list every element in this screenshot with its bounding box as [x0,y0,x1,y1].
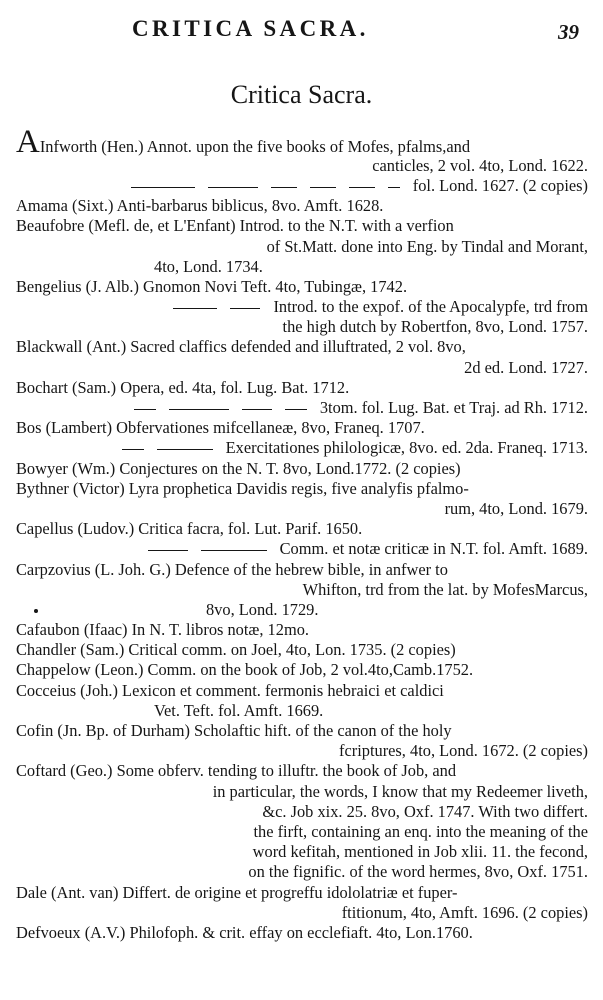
bibliography-entry [16,277,588,297]
entry-line [16,701,588,721]
entry-text: the firft, containing an enq. into the meaning of the [253,821,588,841]
entry-text: &c. Job xix. 25. 8vo, Oxf. 1747. With two differt. [262,801,588,821]
running-head: CRITICA SACRA. [132,16,369,41]
entry-text: fol. Lond. 1627. (2 copies) [412,175,588,195]
entry-line [16,398,588,418]
bibliography-entry [16,479,588,519]
entry-text: Chandler (Sam.) Critical comm. on Joel, 4to, Lon. 1735. (2 copies) [16,640,456,660]
entry-text: Coftard (Geo.) Some obferv. tending to illuftr. the book of Job, and [16,761,457,781]
entry-text: Introd. to the expof. of the Apocalypfe, trd from [273,297,588,317]
entry-text: the high dutch by Robertfon, 8vo, Lond. 1757. [282,317,588,337]
bibliography-entry [16,681,588,721]
entry-text: word kefitah, mentioned in Job xlii. 11. the fecond, [252,842,588,862]
entry-text: on the fignific. of the word hermes, 8vo, Oxf. 1751. [248,862,588,882]
entry-line [16,802,588,822]
entry-line [16,761,588,781]
ditto-rule [173,308,217,309]
entry-text: Cafaubon (Ifaac) In N. T. libros notæ, 12mo. [16,620,309,640]
entry-line [16,883,588,903]
bibliography-entry [16,418,588,438]
entry-text: 4to, Lond. 1734. [154,256,263,276]
entry-text: Bochart (Sam.) Opera, ed. 4ta, fol. Lug. Bat. 1712. [16,377,350,397]
entry-line [16,277,588,297]
entry-line [16,237,588,257]
entry-text: Capellus (Ludov.) Critica facra, fol. Lut. Parif. 1650. [16,519,363,539]
bibliography-entry [16,378,588,398]
entry-line [16,620,588,640]
entry-line [16,640,588,660]
entry-text: of St.Matt. done into Eng. by Tindal and Morant, [266,236,588,256]
entry-line [16,741,588,761]
entry-line [16,862,588,882]
entry-text: Comm. et notæ criticæ in N.T. fol. Amft. 1689. [279,539,588,559]
entry-text: Bythner (Victor) Lyra prophetica Davidis regis, five analyfis pfalmo- [16,478,469,498]
entry-text: 2d ed. Lond. 1727. [464,357,588,377]
entry-line [16,257,588,277]
entry-line [16,681,588,701]
ditto-rule [230,308,260,309]
entry-text: ftitionum, 4to, Amft. 1696. (2 copies) [341,902,588,922]
ditto-rule [201,550,267,551]
bibliography-entry [16,519,588,539]
bibliography-entry [16,124,588,176]
stray-dot-mark [34,609,38,613]
entry-line [16,499,588,519]
bibliography-list [16,124,588,943]
entry-text: Infworth (Hen.) Annot. upon the five books of Mofes, pfalms,and [39,137,471,156]
entry-text: Dale (Ant. van) Differt. de origine et progreffu idololatriæ et fuper- [16,882,458,902]
entry-line [16,560,588,580]
bibliography-entry [16,216,588,277]
entry-text: canticles, 2 vol. 4to, Lond. 1622. [372,155,588,175]
bibliography-entry [16,883,588,923]
entry-line [16,660,588,680]
entry-text: 8vo, Lond. 1729. [206,599,319,619]
bibliography-entry [16,560,588,621]
entry-line [16,782,588,802]
bibliography-entry [16,337,588,377]
entry-text: Bowyer (Wm.) Conjectures on the N. T. 8vo, Lond.1772. (2 copies) [16,458,461,478]
bibliography-entry [16,438,588,458]
bibliography-entry [16,297,588,337]
entry-text: Cocceius (Joh.) Lexicon et comment. fermonis hebraici et caldici [16,680,444,700]
entry-text: Bengelius (J. Alb.) Gnomon Novi Teft. 4to, Tubingæ, 1742. [16,276,408,296]
bibliography-entry [16,459,588,479]
drop-cap: A [16,124,40,160]
entry-text: Bos (Lambert) Obfervationes mifcellaneæ, 8vo, Franeq. 1707. [16,418,425,438]
entry-line [16,156,588,176]
ditto-rule [388,187,400,188]
entry-line [16,378,588,398]
ditto-rule [131,187,195,188]
entry-line [16,438,588,458]
entry-line [16,317,588,337]
page-header [0,6,603,46]
bibliography-entry [16,176,588,196]
entry-text: Amama (Sixt.) Anti-barbarus biblicus, 8vo. Amft. 1628. [16,196,384,216]
entry-line [16,842,588,862]
entry-line [16,337,588,357]
entry-text: in particular, the words, I know that my Redeemer liveth, [212,781,588,801]
entry-text: Defvoeux (A.V.) Philofoph. & crit. effay on ecclefiaft. 4to, Lon.1760. [16,922,473,942]
entry-text: Vet. Teft. fol. Amft. 1669. [154,700,324,720]
entry-line [16,418,588,438]
ditto-rule [310,187,336,188]
bibliography-entry [16,923,588,943]
entry-text: fcriptures, 4to, Lond. 1672. (2 copies) [339,741,588,761]
entry-line [16,216,588,236]
entry-line [16,600,588,620]
entry-text: rum, 4to, Lond. 1679. [444,498,588,518]
entry-text: Carpzovius (L. Joh. G.) Defence of the hebrew bible, in anfwer to [16,559,448,579]
bibliography-entry [16,539,588,559]
entry-text: Cofin (Jn. Bp. of Durham) Scholaftic hift. of the canon of the holy [16,721,452,741]
section-title: Critica Sacra. [230,80,373,109]
ditto-rule [157,449,213,450]
bibliography-entry [16,398,588,418]
entry-line [16,196,588,216]
ditto-rule [242,409,272,410]
entry-text: Whifton, trd from the lat. by MofesMarcus, [302,579,588,599]
ditto-rule [285,409,307,410]
ditto-rule [208,187,258,188]
bibliography-entry [16,761,588,882]
entry-text: 3tom. fol. Lug. Bat. et Traj. ad Rh. 1712. [319,398,588,418]
entry-line [16,539,588,559]
entry-line [16,923,588,943]
ditto-rule [349,187,375,188]
entry-text: Exercitationes philologicæ, 8vo. ed. 2da. Franeq. 1713. [225,438,588,458]
page-number: 39 [558,20,579,44]
ditto-rule [134,409,156,410]
bibliography-entry [16,640,588,660]
entry-line [16,580,588,600]
bibliography-entry [16,721,588,761]
entry-text: Blackwall (Ant.) Sacred claffics defended and illuftrated, 2 vol. 8vo, [16,337,466,357]
bibliography-entry [16,660,588,680]
entry-line [16,721,588,741]
ditto-rule [122,449,144,450]
entry-line [16,822,588,842]
entry-line [16,358,588,378]
entry-text: Chappelow (Leon.) Comm. on the book of Job, 2 vol.4to,Camb.1752. [16,660,474,680]
entry-line [16,903,588,923]
entry-line [16,176,588,196]
entry-line [16,479,588,499]
entry-line [16,124,588,160]
entry-text: Beaufobre (Mefl. de, et L'Enfant) Introd. to the N.T. with a verfion [16,216,454,236]
entry-line [16,519,588,539]
ditto-rule [148,550,188,551]
ditto-rule [271,187,297,188]
ditto-rule [169,409,229,410]
entry-line [16,297,588,317]
bibliography-entry [16,196,588,216]
bibliography-entry [16,620,588,640]
entry-line [16,459,588,479]
